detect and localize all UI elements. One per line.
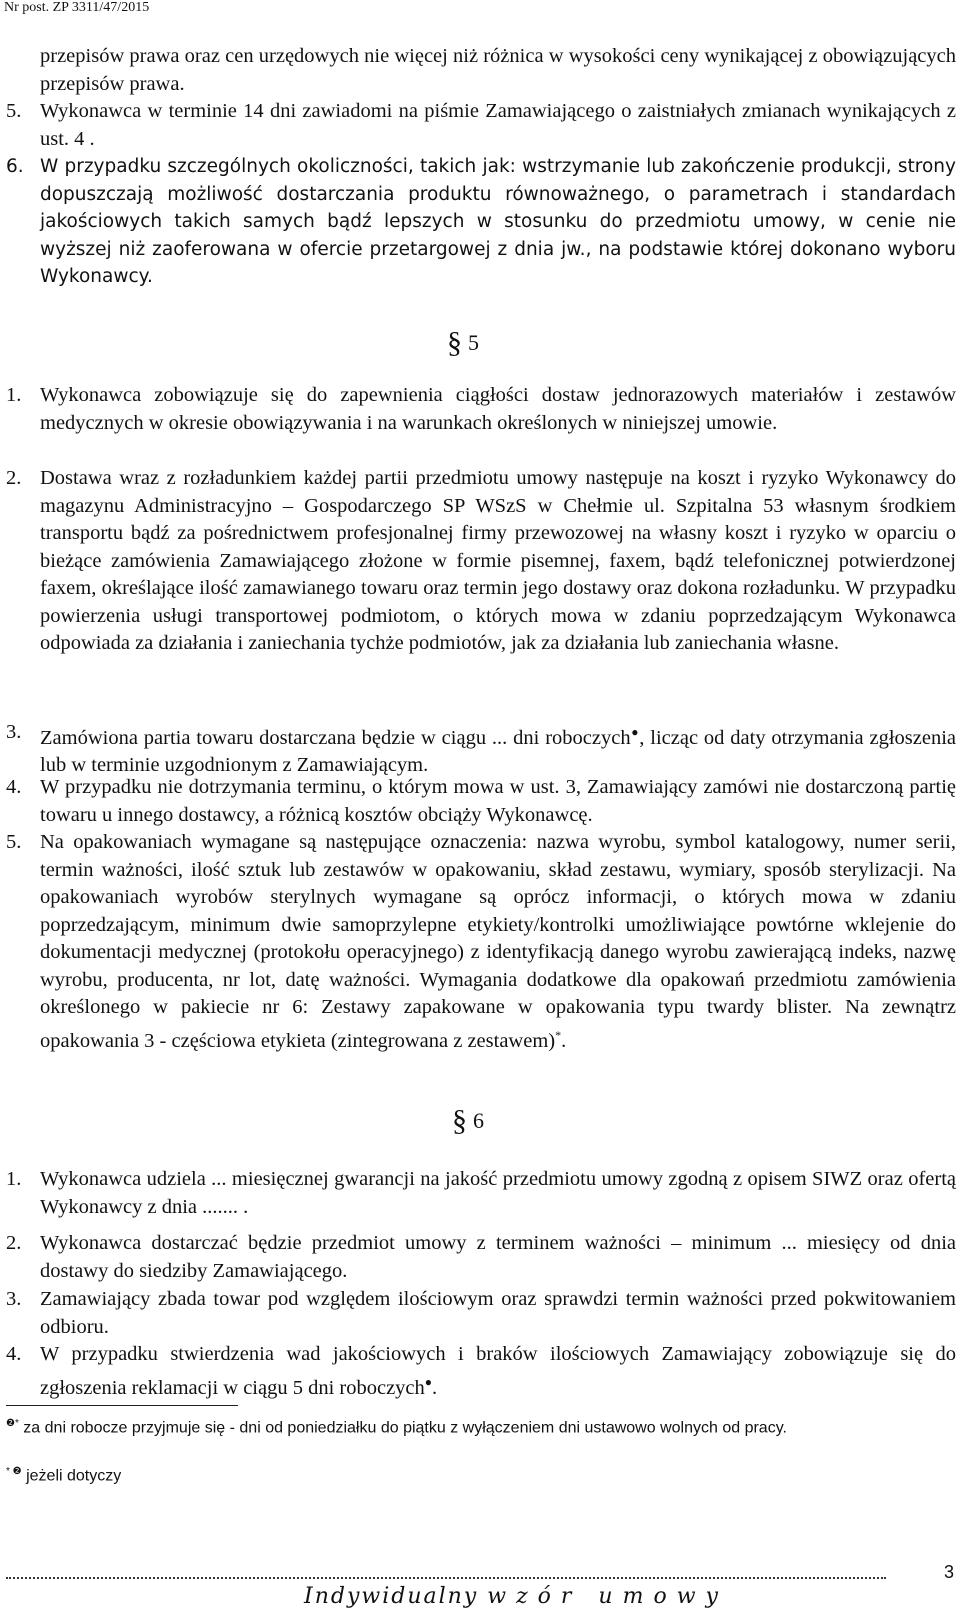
clause-item bbox=[6, 1286, 956, 1341]
clause-item bbox=[6, 829, 956, 1055]
item-number: 6. bbox=[6, 156, 24, 177]
clause-item bbox=[6, 98, 956, 153]
item-number: 4. bbox=[6, 776, 22, 798]
clause-item bbox=[6, 719, 956, 780]
footnote-marker: ● bbox=[630, 725, 640, 739]
clause-item bbox=[6, 1341, 956, 1402]
clause-item bbox=[6, 465, 956, 658]
section-heading bbox=[447, 326, 479, 360]
item-number: 5. bbox=[6, 831, 22, 853]
item-text: Zamawiający zbada towar pod względem ilościowym oraz sprawdzi termin ważności przed pokwitowaniem odbioru. bbox=[40, 1288, 956, 1338]
item-text: Zamówiona partia towaru dostarczana będzie w ciągu ... dni roboczych●, licząc od daty otrzymania zgłoszenia lub w terminie uzgodnionym z Zamawiającym. bbox=[40, 725, 956, 777]
item-text: W przypadku nie dotrzymania terminu, o którym mowa w ust. 3, Zamawiający zamówi nie dostarczoną partię towaru u innego dostawcy, a różnicą kosztów obciąży Wykonawcę. bbox=[40, 776, 956, 826]
page-number: 3 bbox=[943, 1562, 954, 1582]
footnote-marker: ● bbox=[424, 1374, 433, 1389]
item-number: 5. bbox=[6, 100, 22, 122]
footnote-text: jeżeli dotyczy bbox=[21, 1467, 122, 1485]
item-text: W przypadku stwierdzenia wad jakościowych i braków ilościowych Zamawiający zobowiązuje się do zgłoszenia reklamacji w ciągu 5 dni roboczych●. bbox=[40, 1343, 956, 1399]
item-number: 1. bbox=[6, 384, 22, 406]
item-text: W przypadku szczególnych okoliczności, takich jak: wstrzymanie lub zakończenie produkcji, strony dopuszczają możliwość dostarczania produktu równoważnego, o parametrach i standardach jakościowych takich samych bądź lepszych w stosunku do przedmiotu umowy, w cenie nie wyższej niż zaoferowana w ofercie przetargowej z dnia jw., na podstawie której dokonano wyboru Wykonawcy. bbox=[40, 156, 956, 287]
header-reference: Nr post. ZP 3311/47/2015 bbox=[4, 0, 150, 15]
item-number: 3. bbox=[6, 1288, 22, 1310]
item-text: Wykonawca w terminie 14 dni zawiadomi na piśmie Zamawiającego o zaistniałych zmianach wynikających z ust. 4 . bbox=[40, 100, 956, 150]
footnote bbox=[6, 1418, 787, 1437]
clause-item bbox=[6, 1230, 956, 1285]
document-type-label: Indywidualny wzór umowy bbox=[304, 1584, 728, 1609]
item-text: Wykonawca zobowiązuje się do zapewnienia ciągłości dostaw jednorazowych materiałów i zestawów medycznych w okresie obowiązywania i na warunkach określonych w niniejszej umowie. bbox=[40, 384, 956, 434]
clause-item bbox=[6, 382, 956, 437]
section-heading bbox=[452, 1104, 484, 1138]
item-text: Wykonawca udziela ... miesięcznej gwarancji na jakość przedmiotu umowy zgodną z opisem SIWZ oraz ofertą Wykonawcy z dnia ....... . bbox=[40, 1168, 956, 1218]
footnote-mark: ❷* bbox=[6, 1418, 19, 1429]
footnote-mark: * ❷ bbox=[6, 1466, 22, 1477]
item-text: Na opakowaniach wymagane są następujące oznaczenia: nazwa wyrobu, symbol katalogowy, numer serii, termin ważności, ilość sztuk lub zestawów w opakowaniu, skład zestawu, wymiary, sposób sterylizacji. Na opakowaniach wyrobów sterylnych wymagane są oprócz informacji, o których mowa w zdaniu poprzedzającym, minimum dwie samoprzylepne etykiety/kontrolki umożliwiające powtórne wklejenie do dokumentacji medycznej (protokołu operacyjnego) z identyfikacją danego wyrobu zawierającą indeks, nazwę wyrobu, producenta, nr lot, datę ważności. Wymagania dodatkowe dla opakowań przedmiotu zamówienia określonego w pakiecie nr 6: Zestawy zapakowane w opakowania typu twardy blister. Na zewnątrz opakowania 3 - częściowa etykieta (zintegrowana z zestawem)*. bbox=[40, 831, 956, 1052]
section-symbol: § bbox=[447, 326, 462, 359]
item-text: Dostawa wraz z rozładunkiem każdej partii przedmiotu umowy następuje na koszt i ryzyko Wykonawcy do magazynu Administracyjno – Gospodarczego SP WSzS w Chełmie ul. Szpitalna 53 własnym środkiem transportu bądź za pośrednictwem profesjonalnej firmy przewozowej na własny koszt i ryzyko w oparciu o bieżące zamówienia Zamawiającego złożone w formie pisemnej, faxem, bądź telefonicznej potwierdzonej faxem, określające ilość zamawianego towaru oraz termin jego dostawy oraz dokona rozładunku. W przypadku powierzenia usługi transportowej podmiotom, o których mowa w zdaniu poprzedzającym Wykonawca odpowiada za działania i zaniechania tychże podmiotów, jak za działania lub zaniechania własne. bbox=[40, 467, 956, 654]
section-number: 6 bbox=[473, 1108, 484, 1133]
item-text: Wykonawca dostarczać będzie przedmiot umowy z terminem ważności – minimum ... miesięcy od dnia dostawy do siedziby Zamawiającego. bbox=[40, 1232, 956, 1282]
item-number: 2. bbox=[6, 467, 22, 489]
item-number: 3. bbox=[6, 721, 22, 743]
clause-item bbox=[6, 153, 956, 291]
section-number: 5 bbox=[468, 330, 479, 355]
item-number: 4. bbox=[6, 1343, 22, 1365]
clause-item bbox=[6, 1166, 956, 1221]
section-symbol: § bbox=[452, 1104, 467, 1137]
footer-dotted-line bbox=[6, 1575, 886, 1579]
paragraph-continuation: przepisów prawa oraz cen urzędowych nie więcej niż różnica w wysokości ceny wynikającej z obowiązujących przepisów prawa. bbox=[40, 45, 956, 95]
footnote bbox=[6, 1466, 121, 1485]
footnote-separator bbox=[6, 1405, 238, 1406]
footnote-marker: * bbox=[555, 1027, 562, 1042]
item-number: 2. bbox=[6, 1232, 22, 1254]
clause-item bbox=[6, 774, 956, 829]
item-number: 1. bbox=[6, 1168, 22, 1190]
footnote-text: za dni robocze przyjmuje się - dni od poniedziałku do piątku z wyłączeniem dni ustawowo wolnych od pracy. bbox=[18, 1419, 787, 1437]
